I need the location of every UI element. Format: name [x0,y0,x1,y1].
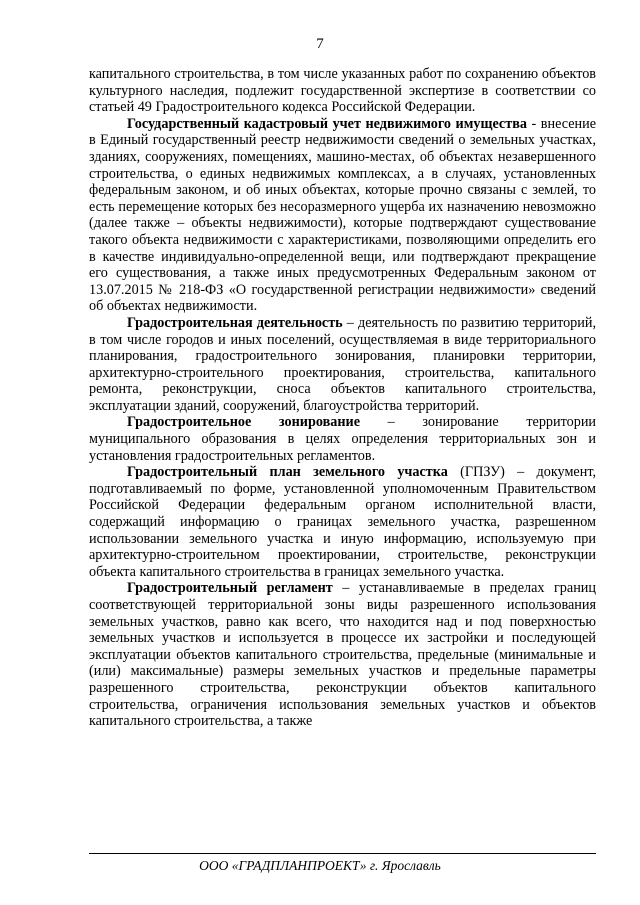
document-body [89,66,596,730]
definition-text: - внесение в Единый государственный реестр недвижимости сведений о земельных участках, зданиях, сооружениях, помещениях, машино-местах, об объектах незавершенного строительства, о единых недвижимых комплексах, а в случаях, установленных федеральным законом, и об иных объектах, которые прочно связаны с землей, то есть перемещение которых без несоразмерного ущерба их назначению невозможно (далее также – объекты недвижимости), которые подтверждают существование такого объекта недвижимости с характеристиками, позволяющими определить его в качестве индивидуально-определенной вещи, или подтверждают прекращение его существования, а также иных предусмотренных Федеральным законом от 13.07.2015 № 218-ФЗ «О государственной регистрации недвижимости» сведений об объектах недвижимости. [89,115,596,315]
page-number: 7 [316,36,324,52]
definition-urban-regulation [89,580,596,729]
definition-text: (ГПЗУ) – документ, подготавливаемый по форме, установленной уполномоченным Правительством Российской Федерации федеральным органом исполнительной власти, содержащий информацию о границах земельного участка, разрешенном использовании земельного участка и иную информацию, используемую при архитектурно-строительном проектировании, строительстве, реконструкции объекта капитального строительства в границах земельного участка. [89,464,596,580]
footer-divider [89,853,596,854]
definition-urban-planning-activity [89,315,596,415]
definition-cadastral-registration [89,116,596,315]
page-footer: ООО «ГРАДПЛАНПРОЕКТ» г. Ярославль [199,858,441,873]
paragraph-text: капитального строительства, в том числе указанных работ по сохранению объектов культурного наследия, подлежит государственной экспертизе в соответствии со статьей 49 Градостроительного кодекса Российской Федерации. [89,66,596,116]
definition-term: Государственный кадастровый учет недвижимого имущества [127,115,527,132]
definition-term: Градостроительная деятельность [127,314,343,331]
definition-term: Градостроительный регламент [127,580,333,597]
definition-land-plot-plan [89,464,596,580]
definition-text: – деятельность по развитию территорий, в том числе городов и иных поселений, осуществляемая в виде территориального планирования, градостроительного зонирования, планировки территории, архитектурно-строительного проектирования, строительства, капитального ремонта, реконструкции, сноса объектов капитального строительства, эксплуатации зданий, сооружений, благоустройства территорий. [89,314,596,414]
definition-text: – зонирование территории муниципального образования в целях определения территориальных зон и установления градостроительных регламентов. [89,414,596,464]
definition-term: Градостроительный план земельного участка [127,464,448,481]
paragraph-continuation [89,66,596,116]
definition-urban-zoning [89,414,596,464]
definition-term: Градостроительное зонирование [127,414,361,431]
definition-text: – устанавливаемые в пределах границ соответствующей территориальной зоны виды разрешенного использования земельных участков, равно как всего, что находится над и под поверхностью земельных участков и используется в процессе их застройки и последующей эксплуатации объектов капитального строительства, предельные (минимальные и (или) максимальные) размеры земельных участков и предельные параметры разрешенного строительства, реконструкции объектов капитального строительства, ограничения использования земельных участков и объектов капитального строительства, а также [89,580,596,730]
